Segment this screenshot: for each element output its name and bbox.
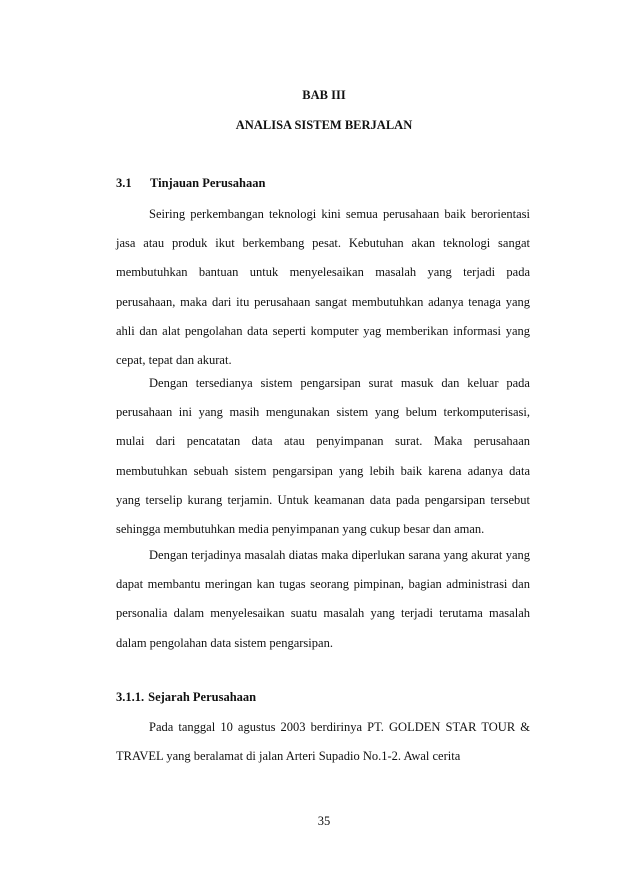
section-heading-3-1 <box>116 176 265 191</box>
paragraph: Dengan terjadinya masalah diatas maka diperlukan sarana yang akurat yang dapat membantu meringan kan tugas seorang pimpinan, bagian administrasi dan personalia dalam menyelesaikan suatu masalah yang terjadi terutama masalah dalam pengolahan data sistem pengarsipan. <box>116 548 530 650</box>
subsection-title: Sejarah Perusahaan <box>148 690 257 704</box>
page-number: 35 <box>317 814 331 828</box>
paragraph: Seiring perkembangan teknologi kini semua perusahaan baik berorientasi jasa atau produk ikut berkembang pesat. Kebutuhan akan teknologi sangat membutuhkan bantuan untuk menyelesaikan masalah yang terjadi pada perusahaan, maka dari itu perusahaan sangat membutuhkan adanya tenaga yang ahli dan alat pengolahan data seperti komputer yag memberikan informasi yang cepat, tepat dan akurat. <box>116 207 530 368</box>
paragraph: Pada tanggal 10 agustus 2003 berdirinya PT. GOLDEN STAR TOUR & TRAVEL yang beralamat di jalan Arteri Supadio No.1-2. Awal cerita <box>116 720 530 764</box>
section-number: 3.1 <box>116 176 132 190</box>
paragraph: Dengan tersedianya sistem pengarsipan surat masuk dan keluar pada perusahaan ini yang masih mengunakan sistem yang belum terkomputerisasi, mulai dari pencatatan data atau penyimpanan surat. Maka perusahaan membutuhkan sebuah sistem pengarsipan yang lebih baik karena adanya data yang terselip kurang terjamin. Untuk keamanan data pada pengarsipan tersebut sehingga membutuhkan media penyimpanan yang cukup besar dan aman. <box>116 376 530 537</box>
section-heading-3-1-1 <box>116 690 256 705</box>
chapter-title: ANALISA SISTEM BERJALAN <box>235 118 413 132</box>
section-title: Tinjauan Perusahaan <box>150 176 266 190</box>
chapter-label: BAB III <box>302 88 346 102</box>
subsection-number: 3.1.1. <box>116 690 145 704</box>
